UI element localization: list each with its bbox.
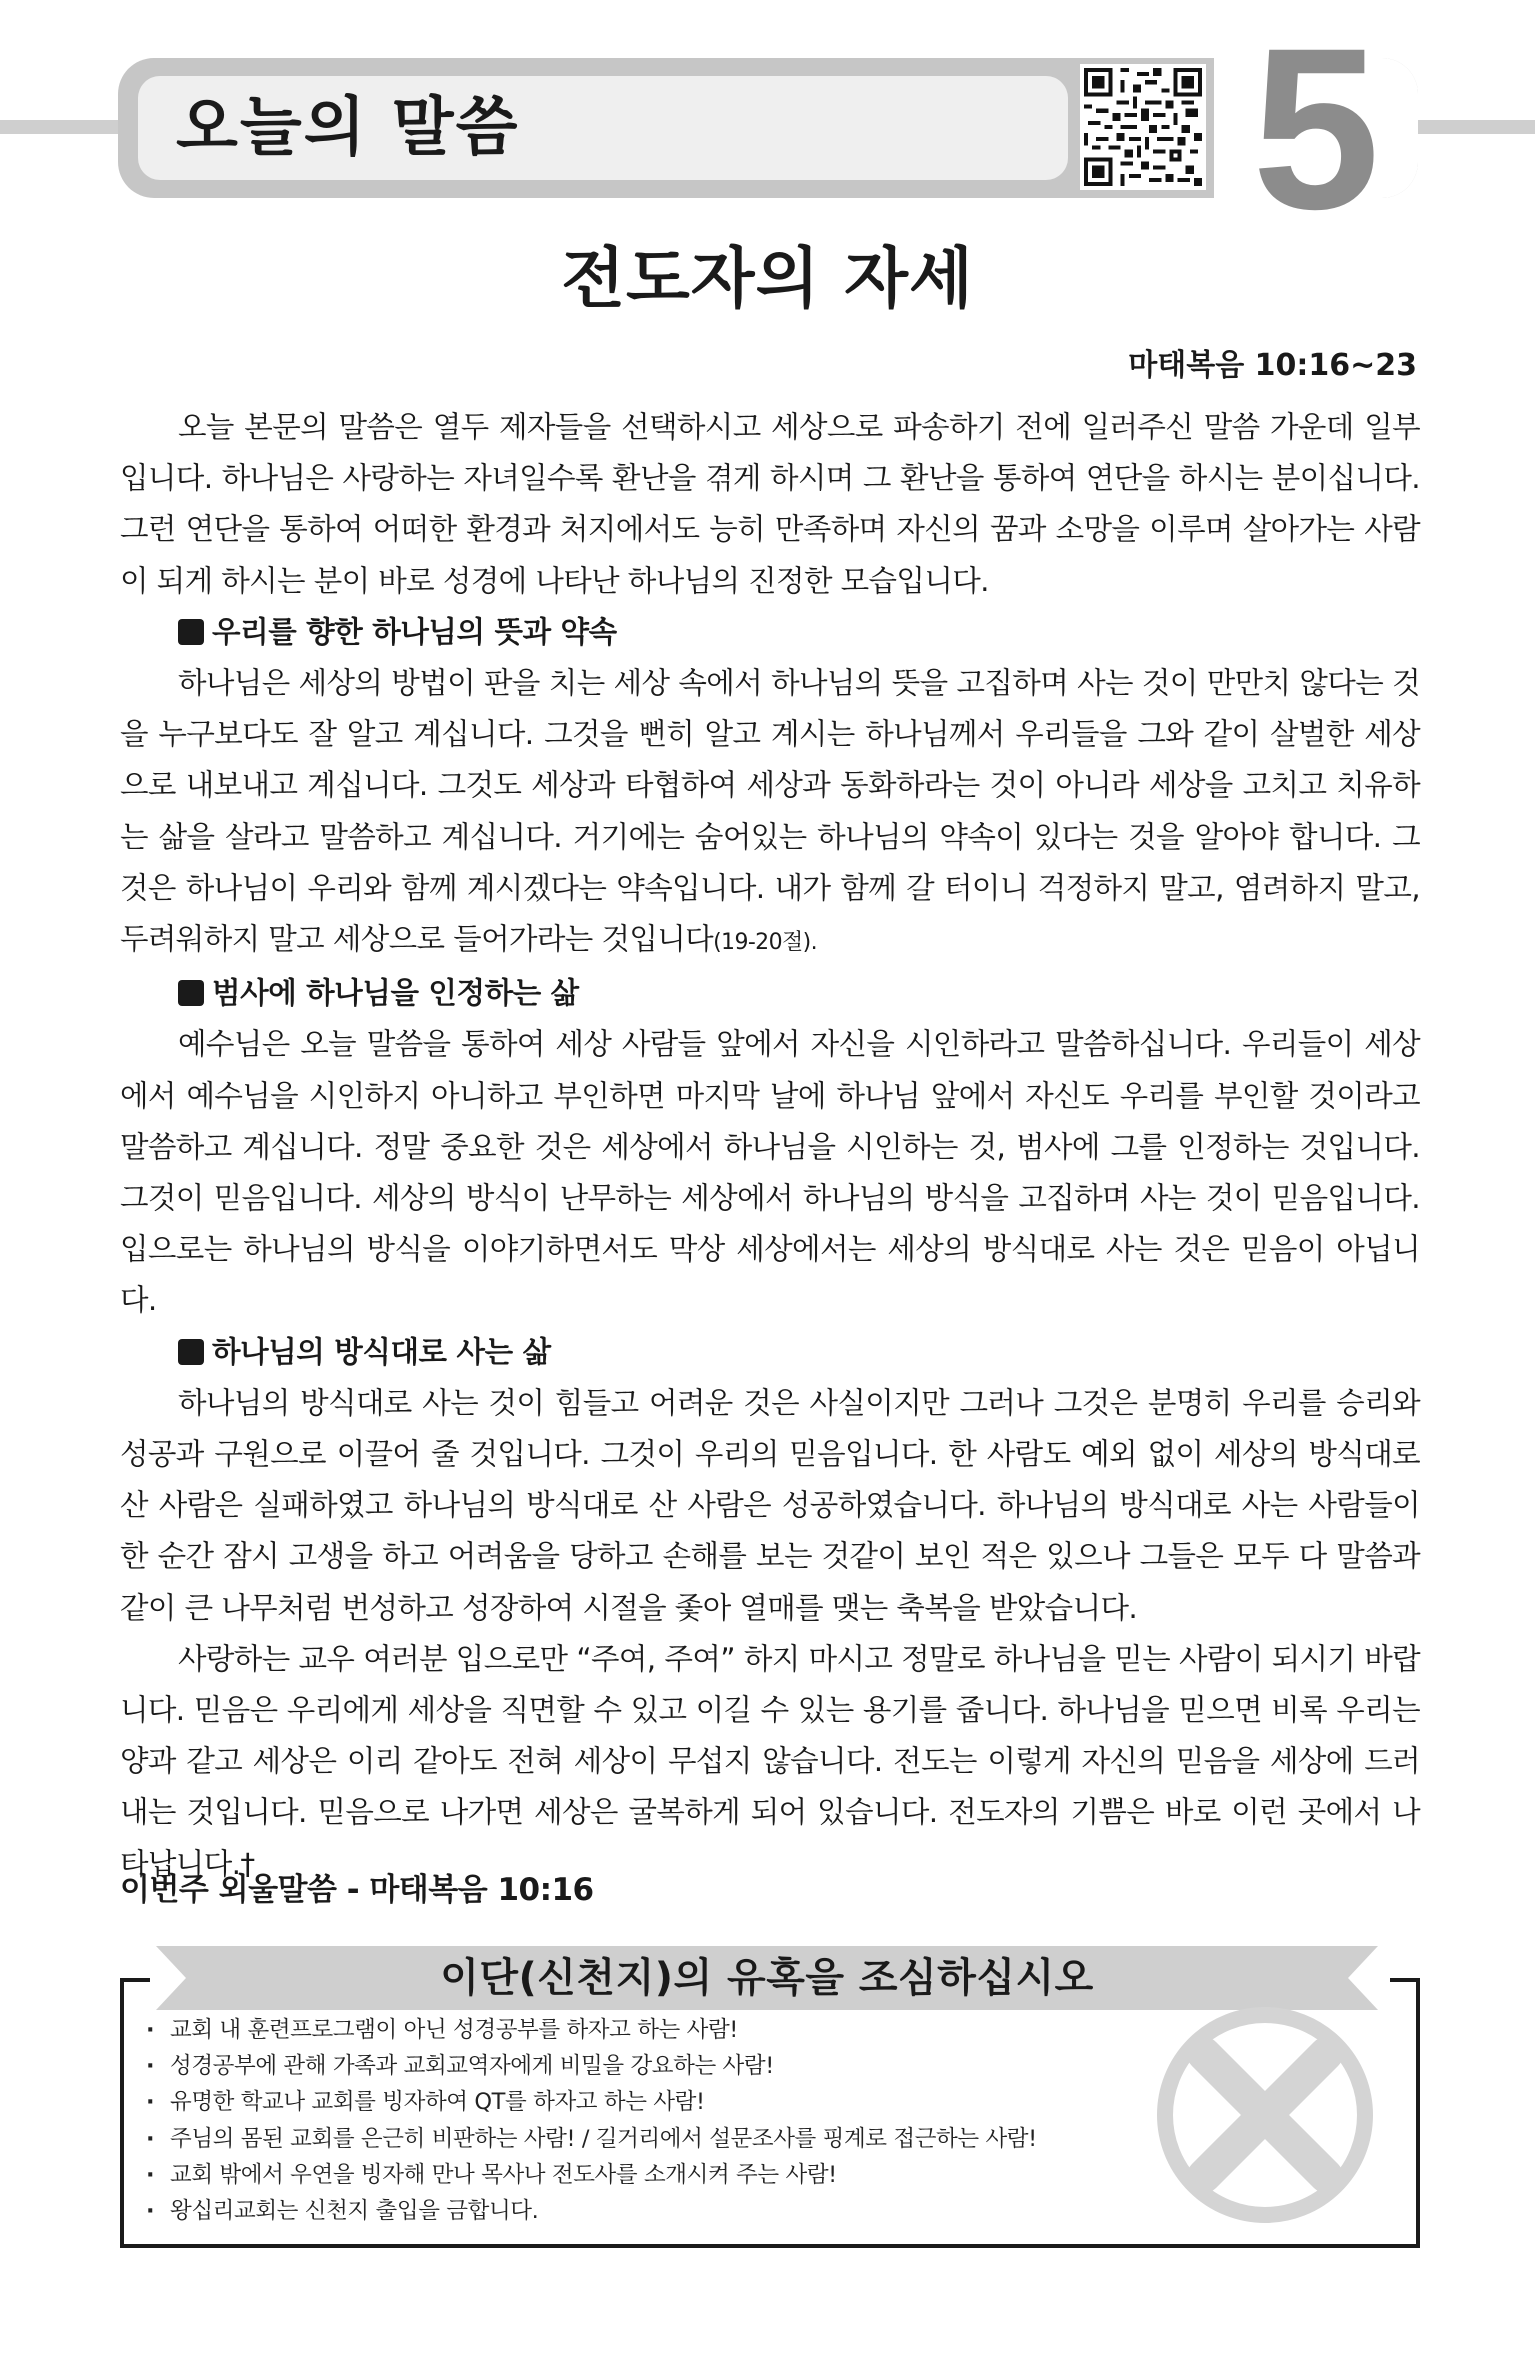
article-body <box>120 402 1420 1890</box>
article-title: 전도자의 자세 <box>561 240 974 317</box>
intro-paragraph: 오늘 본문의 말씀은 열두 제자들을 선택하시고 세상으로 파송하기 전에 일러주신 말씀 가운데 일부입니다. 하나님은 사랑하는 자녀일수록 환난을 겪게 하시며 그 환난을 통하여 연단을 하시는 분이십니다. 그런 연단을 통하여 어떠한 환경과 처지에서도 능히 만족하며 자신의 꿈과 소망을 이루며 살아가는 사람이 되게 하시는 분이 바로 성경에 나타난 하나님의 진정한 모습입니다. <box>120 410 1420 598</box>
section-paragraph: 하나님의 방식대로 사는 것이 힘들고 어려운 것은 사실이지만 그러나 그것은 분명히 우리를 승리와 성공과 구원으로 이끌어 줄 것입니다. 그것이 우리의 믿음입니다. 한 사람도 예외 없이 세상의 방식대로 산 사람은 실패하였고 하나님의 방식대로 산 사람은 성공하였습니다. 하나님의 방식대로 사는 사람들이 한 순간 잠시 고생을 하고 어려움을 당하고 손해를 보는 것같이 보인 적은 있으나 그들은 모두 다 말씀과 같이 큰 나무처럼 번성하고 성장하여 시절을 좇아 열매를 맺는 축복을 받았습니다. <box>120 1385 1420 1625</box>
list-item: · 교회 밖에서 우연을 빙자해 만나 목사나 전도사를 소개시켜 주는 사람! <box>140 2157 1140 2193</box>
section-heading-text: 우리를 향한 하나님의 뜻과 약속 <box>212 614 617 649</box>
section-heading <box>120 968 1420 1019</box>
section-heading <box>120 1327 1420 1378</box>
qr-code-icon[interactable] <box>1080 64 1206 190</box>
square-bullet-icon <box>178 980 204 1006</box>
page-number: 5 <box>1252 0 1380 257</box>
warning-title: 이단(신천지)의 유혹을 조심하십시오 <box>440 1955 1094 2001</box>
list-item: · 교회 내 훈련프로그램이 아닌 성경공부를 하자고 하는 사람! <box>140 2012 1140 2048</box>
memory-verse: 이번주 외울말씀 - 마태복음 10:16 <box>120 1872 594 1908</box>
section-heading-text: 하나님의 방식대로 사는 삶 <box>212 1334 551 1369</box>
warning-list <box>140 2012 1140 2229</box>
closing-paragraph: 사랑하는 교우 여러분 입으로만 “주여, 주여” 하지 마시고 정말로 하나님을 믿는 사람이 되시기 바랍니다. 믿음은 우리에게 세상을 직면할 수 있고 이길 수 있는 용기를 줍니다. 하나님을 믿으면 비록 우리는 양과 같고 세상은 이리 같아도 전혀 세상이 무섭지 않습니다. 전도는 이렇게 자신의 믿음을 세상에 드러내는 것입니다. 믿음으로 나가면 세상은 굴복하게 되어 있습니다. 전도자의 기쁨은 바로 이런 곳에서 나타납니다.† <box>120 1641 1420 1881</box>
section-title: 오늘의 말씀 <box>176 91 520 165</box>
square-bullet-icon <box>178 619 204 645</box>
list-item: · 왕십리교회는 신천지 출입을 금합니다. <box>140 2193 1140 2229</box>
verse-note: (19-20절). <box>713 930 818 956</box>
section-heading-text: 범사에 하나님을 인정하는 삶 <box>212 976 579 1011</box>
warning-box-corner-left <box>120 1978 150 1982</box>
scripture-reference: 마태복음 10:16~23 <box>1128 348 1417 383</box>
list-item: · 유명한 학교나 교회를 빙자하여 QT를 하자고 하는 사람! <box>140 2084 1140 2120</box>
section-heading <box>120 607 1420 658</box>
section-paragraph <box>120 658 1420 968</box>
warning-box-corner-right <box>1390 1978 1420 1982</box>
list-item: · 주님의 몸된 교회를 은근히 비판하는 사람! / 길거리에서 설문조사를 핑계로 접근하는 사람! <box>140 2121 1140 2157</box>
section-text: 하나님은 세상의 방법이 판을 치는 세상 속에서 하나님의 뜻을 고집하며 사는 것이 만만치 않다는 것을 누구보다도 잘 알고 계십니다. 그것을 뻔히 알고 계시는 하나님께서 우리들을 그와 같이 살벌한 세상으로 내보내고 계십니다. 그것도 세상과 타협하여 세상과 동화하라는 것이 아니라 세상을 고치고 치유하는 삶을 살라고 말씀하고 계십니다. 거기에는 숨어있는 하나님의 약속이 있다는 것을 알아야 합니다. 그것은 하나님이 우리와 함께 계시겠다는 약속입니다. 내가 함께 갈 터이니 걱정하지 말고, 염려하지 말고, 두려워하지 말고 세상으로 들어가라는 것입니다 <box>120 666 1420 957</box>
prohibition-x-icon <box>1150 2000 1380 2230</box>
list-item: · 성경공부에 관해 가족과 교회교역자에게 비밀을 강요하는 사람! <box>140 2048 1140 2084</box>
square-bullet-icon <box>178 1339 204 1365</box>
section-paragraph: 예수님은 오늘 말씀을 통하여 세상 사람들 앞에서 자신을 시인하라고 말씀하십니다. 우리들이 세상에서 예수님을 시인하지 아니하고 부인하면 마지막 날에 하나님 앞에서 자신도 우리를 부인할 것이라고 말씀하고 계십니다. 정말 중요한 것은 세상에서 하나님을 시인하는 것, 범사에 그를 인정하는 것입니다. 그것이 믿음입니다. 세상의 방식이 난무하는 세상에서 하나님의 방식을 고집하며 사는 것이 믿음입니다. 입으로는 하나님의 방식을 이야기하면서도 막상 세상에서는 세상의 방식대로 사는 것은 믿음이 아닙니다. <box>120 1027 1420 1318</box>
